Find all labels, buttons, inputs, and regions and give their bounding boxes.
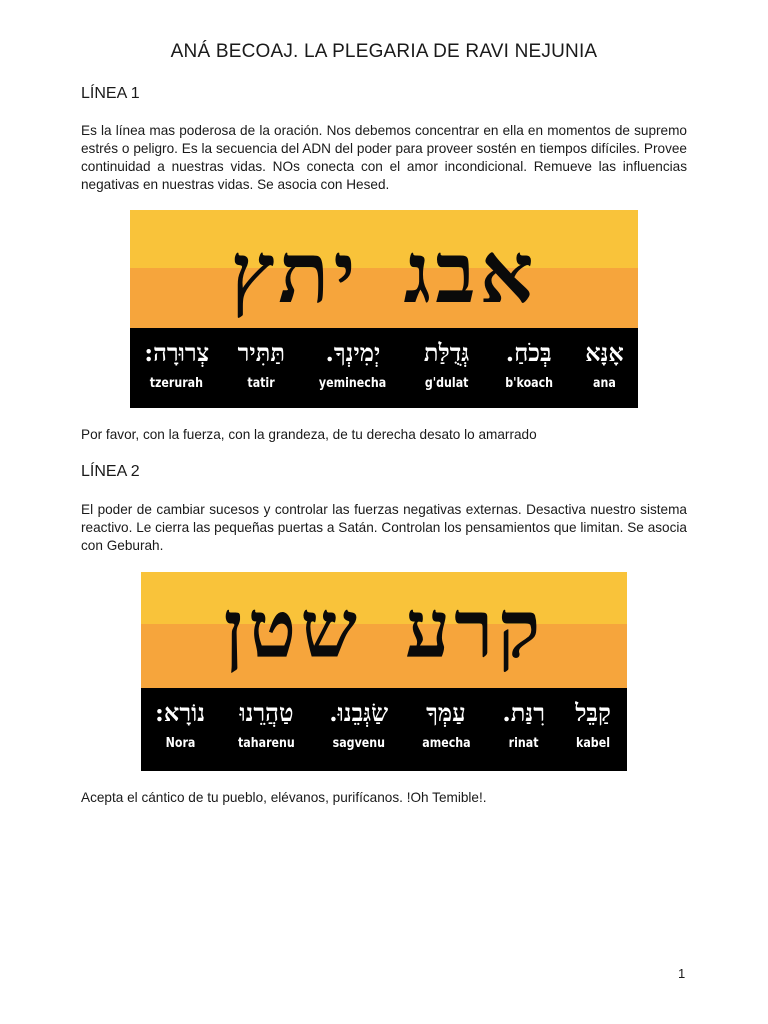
prayer-word-hebrew: קַבֵּל (575, 698, 611, 727)
prayer-word (144, 328, 209, 408)
prayer-word (421, 328, 472, 408)
prayer-word-transliteration: kabel (576, 736, 610, 751)
prayer-word (328, 688, 390, 771)
prayer-word (585, 328, 624, 408)
prayer-word-transliteration: ana (593, 376, 616, 391)
prayer-word (238, 328, 285, 408)
hebrew-title-word: אבג (403, 223, 538, 322)
section-description-linea-1: Es la línea mas poderosa de la oración. Nos debemos concentrar en ella en momentos de supremo estrés o peligro. Es la secuencia del ADN del poder para proveer sostén en tiempos difíciles. Provee continuidad a nuestras vidas. NOs conecta con el amor incondicional. Remueve las influencias negativas en nuestras vidas. Se asocia con Hesed. (81, 123, 687, 192)
page-number: 1 (678, 966, 686, 981)
prayer-word-hebrew: שַׂגְּבֵנוּ. (329, 698, 389, 727)
hebrew-title-word: שטן (223, 582, 361, 676)
prayer-word-hebrew: נוֹרָא: (155, 698, 206, 727)
prayer-word-transliteration: rinat (508, 736, 539, 751)
prayer-word (502, 688, 545, 771)
prayer-word (573, 688, 613, 771)
section-caption-linea-2: Acepta el cántico de tu pueblo, elévanos, purifícanos. !Oh Temible!. (81, 790, 487, 805)
section-caption-linea-1: Por favor, con la fuerza, con la grandeza, de tu derecha desato lo amarrado (81, 427, 537, 442)
prayer-word-hebrew: אָנָּא (585, 338, 624, 367)
prayer-word-hebrew: יְמִינְךָ. (325, 338, 381, 367)
prayer-word-transliteration: yeminecha (319, 376, 387, 391)
prayer-word (313, 328, 392, 408)
prayer-word-hebrew: עַמְּךָ (426, 698, 466, 727)
hebrew-title-word: יתץ (230, 223, 360, 322)
prayer-word-hebrew: טַהֲרֵנוּ (239, 698, 294, 727)
hebrew-title-word: קרע (404, 582, 545, 676)
prayer-banner-linea-2 (141, 572, 627, 771)
hebrew-title-letters (130, 218, 638, 338)
section-heading-linea-2: LÍNEA 2 (81, 463, 140, 480)
prayer-word-transliteration: Nora (165, 736, 195, 751)
prayer-word-transliteration: b'koach (504, 376, 553, 391)
prayer-word-transliteration: sagvenu (332, 736, 385, 751)
prayer-word (155, 688, 205, 771)
prayer-word-transliteration: taharenu (238, 736, 295, 751)
prayer-word-hebrew: תַּתִּיר (237, 338, 285, 367)
prayer-word (233, 688, 300, 771)
prayer-word-hebrew: בְּכֹחַ. (505, 338, 552, 367)
prayer-word-transliteration: tatir (247, 376, 275, 391)
prayer-word-transliteration: tzerurah (150, 376, 204, 391)
prayer-word-hebrew: צְרוּרָה: (144, 338, 210, 367)
prayer-word (501, 328, 557, 408)
section-description-linea-2: El poder de cambiar sucesos y controlar las fuerzas negativas externas. Desactiva nuestro sistema reactivo. Le cierra las pequeñas puertas a Satán. Controlan los pensamientos que limitan. Se asocia con Geburah. (81, 502, 687, 553)
prayer-word-hebrew: גְּדֻלַּת (423, 338, 470, 367)
document-title: ANÁ BECOAJ. LA PLEGARIA DE RAVI NEJUNIA (170, 41, 598, 62)
prayer-word-hebrew: רִנַּת. (502, 698, 545, 727)
prayer-word-transliteration: g'dulat (424, 376, 469, 391)
section-heading-linea-1: LÍNEA 1 (81, 85, 140, 102)
prayer-word-transliteration: amecha (421, 736, 471, 751)
prayer-banner-linea-1 (130, 210, 638, 408)
hebrew-title-letters (141, 576, 627, 690)
prayer-word (418, 688, 475, 771)
